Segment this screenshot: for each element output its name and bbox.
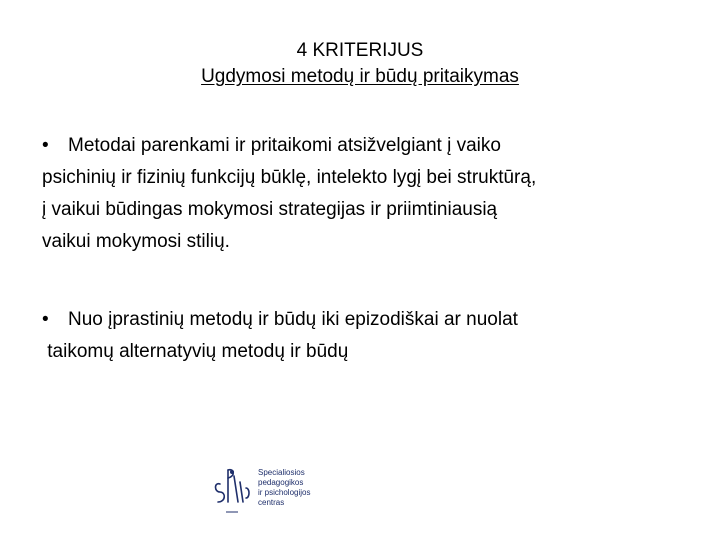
sppc-logo-icon — [210, 462, 254, 518]
bullet-line: vaikui mokymosi stilių. — [42, 231, 230, 252]
bullet-item-2 — [42, 304, 682, 368]
organization-logo — [210, 462, 320, 518]
bullet-text: Nuo įprastinių metodų ir būdų iki epizodiškai ar nuolat — [68, 309, 518, 330]
bullet-line — [42, 304, 682, 336]
bullet-text: Metodai parenkami ir pritaikomi atsižvelgiant į vaiko — [68, 135, 501, 156]
logo-text — [258, 468, 310, 508]
bullet-item-1 — [42, 130, 682, 258]
bullet-line: taikomų alternatyvių metodų ir būdų — [42, 341, 349, 362]
bullet-line — [42, 130, 682, 162]
logo-text-line: Specialiosios — [258, 468, 305, 477]
logo-text-line: pedagogikos — [258, 478, 304, 487]
bullet-symbol: • — [42, 309, 49, 330]
slide-title-block — [0, 38, 720, 90]
logo-text-line: centras — [258, 498, 285, 507]
logo-text-line: ir psichologijos — [258, 488, 311, 497]
bullet-line: į vaikui būdingas mokymosi strategijas ir priimtiniausią — [42, 199, 498, 220]
slide-heading: 4 KRITERIJUS — [296, 40, 424, 61]
bullet-line: psichinių ir fizinių funkcijų būklę, intelekto lygį bei struktūrą, — [42, 167, 537, 188]
bullet-symbol: • — [42, 135, 49, 156]
slide-subheading: Ugdymosi metodų ir būdų pritaikymas — [201, 66, 519, 87]
